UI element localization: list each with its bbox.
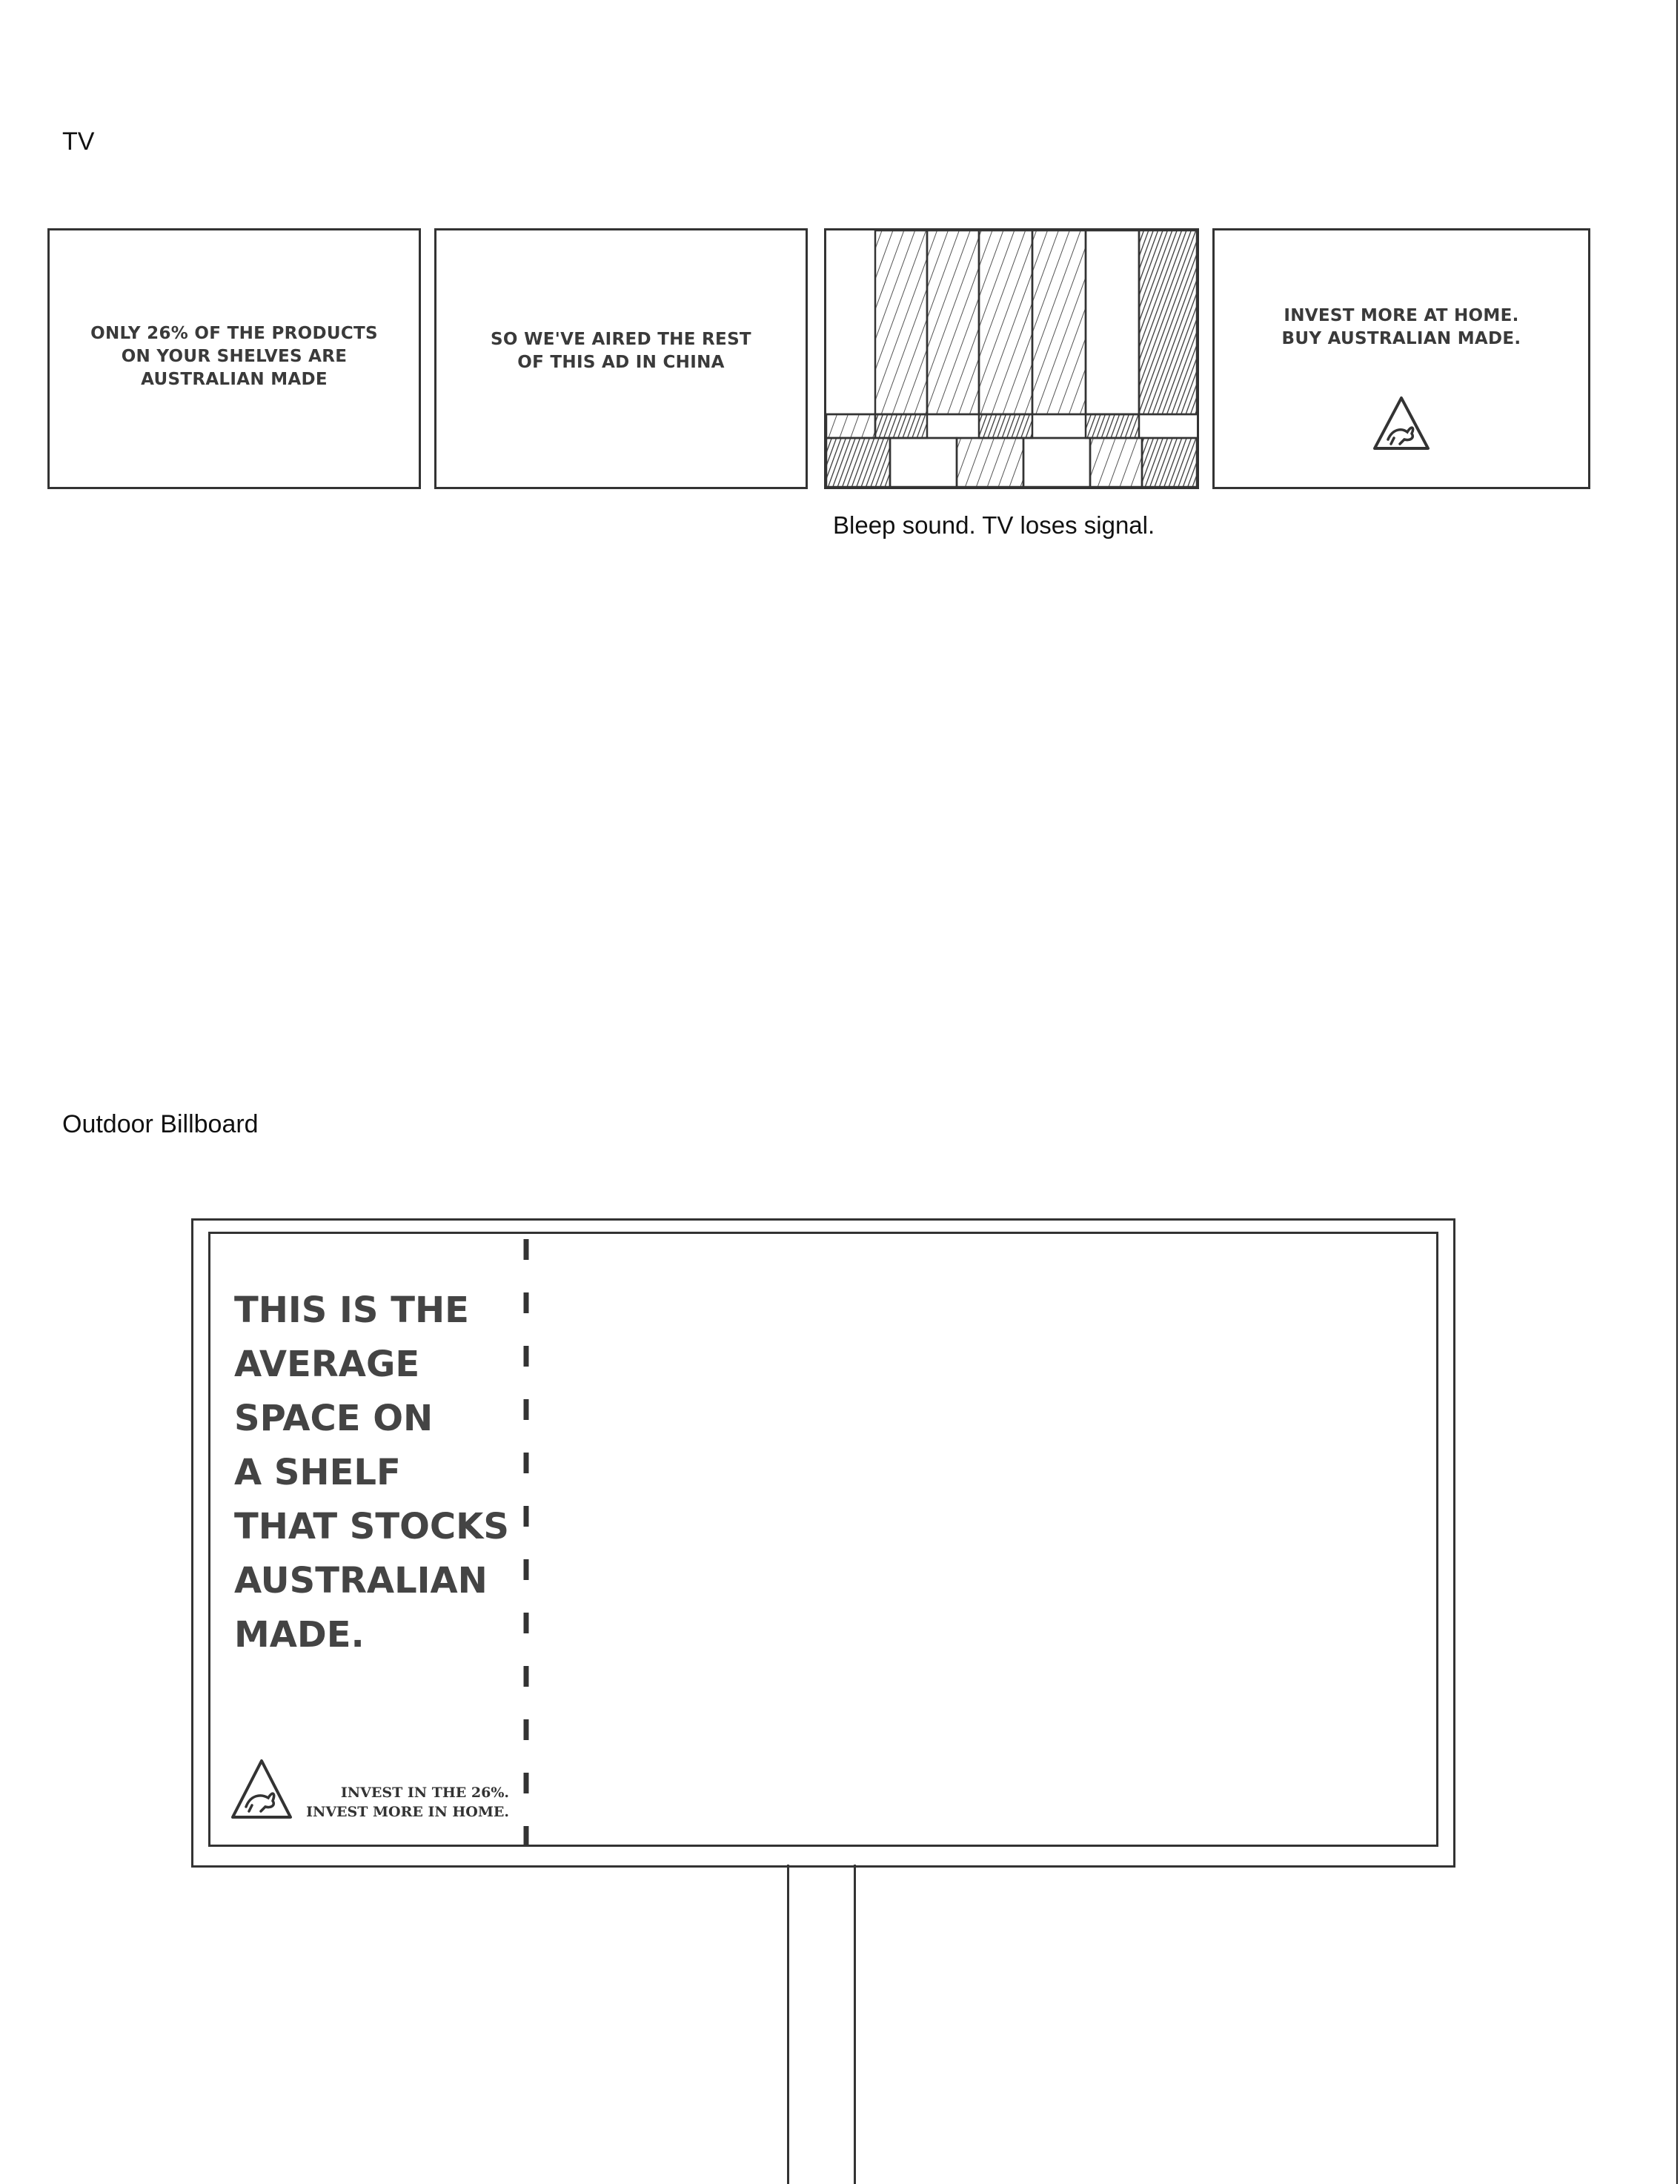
tv-frame-1-text: ONLY 26% OF THE PRODUCTS ON YOUR SHELVES ARE AUSTRALIAN MADE xyxy=(90,324,378,389)
billboard-section-label: Outdoor Billboard xyxy=(62,1110,259,1138)
tv-frame-4 xyxy=(1212,228,1590,489)
tear-line-icon xyxy=(519,1232,534,1847)
billboard-post-right xyxy=(854,1865,856,2184)
billboard-post-left xyxy=(787,1865,789,2184)
tv-frame-1 xyxy=(47,228,421,489)
tv-section-label: TV xyxy=(62,127,95,156)
billboard-headline: THIS IS THE AVERAGE SPACE ON A SHELF THAT STOCKS AUSTRALIAN MADE. xyxy=(234,1290,509,1656)
tv-frame-2-text: SO WE'VE AIRED THE REST OF THIS AD IN CHINA xyxy=(491,330,751,372)
tv-static-noise-icon xyxy=(826,230,1197,487)
tv-frame-3 xyxy=(824,228,1199,489)
tv-frame-2 xyxy=(434,228,808,489)
billboard-tagline: INVEST IN THE 26%. INVEST MORE IN HOME. xyxy=(306,1785,509,1820)
tv-caption: Bleep sound. TV loses signal. xyxy=(833,511,1155,539)
tv-frame-4-text: INVEST MORE AT HOME. BUY AUSTRALIAN MADE. xyxy=(1281,306,1521,348)
australian-made-logo-icon xyxy=(1372,395,1431,454)
australian-made-logo-icon xyxy=(228,1756,295,1823)
page-edge-rule xyxy=(1676,0,1678,2184)
